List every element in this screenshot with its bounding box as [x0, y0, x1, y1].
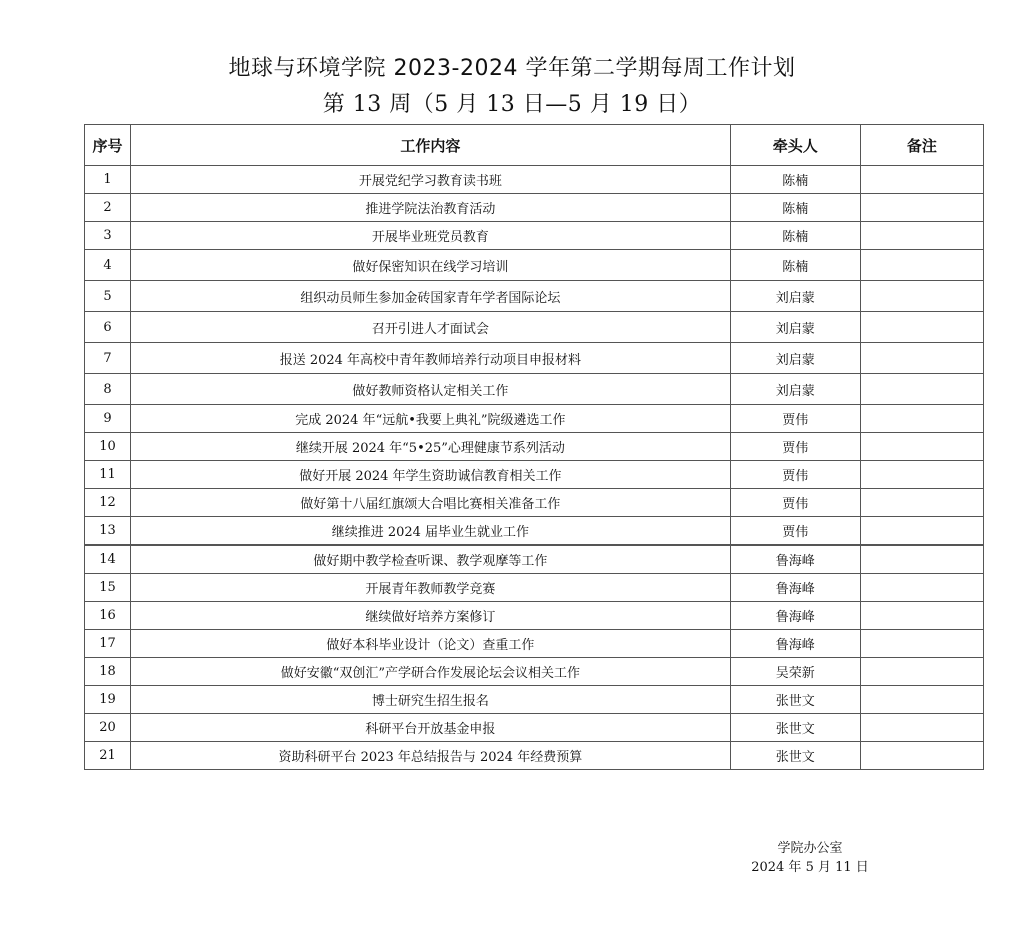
table-row: [85, 222, 984, 250]
cell-no: 13: [85, 517, 131, 546]
cell-note: [860, 374, 983, 405]
cell-no: 3: [85, 222, 131, 250]
cell-content: 做好开展 2024 年学生资助诚信教育相关工作: [131, 461, 731, 489]
cell-note: [860, 405, 983, 433]
cell-no: 16: [85, 602, 131, 630]
cell-lead: 张世文: [730, 686, 860, 714]
cell-note: [860, 222, 983, 250]
cell-no: 10: [85, 433, 131, 461]
cell-lead: 刘启蒙: [730, 374, 860, 405]
cell-content: 继续开展 2024 年“5•25”心理健康节系列活动: [131, 433, 731, 461]
footer-office: 学院办公室: [777, 841, 843, 856]
cell-note: [860, 658, 983, 686]
cell-lead: 贾伟: [730, 405, 860, 433]
cell-note: [860, 630, 983, 658]
table-row: [85, 250, 984, 281]
cell-no: 4: [85, 250, 131, 281]
cell-no: 15: [85, 574, 131, 602]
cell-no: 2: [85, 194, 131, 222]
cell-lead: 刘启蒙: [730, 343, 860, 374]
table-row: [85, 686, 984, 714]
column-header-content: 工作内容: [131, 125, 731, 166]
cell-note: [860, 194, 983, 222]
cell-lead: 刘启蒙: [730, 281, 860, 312]
cell-lead: 贾伟: [730, 489, 860, 517]
cell-note: [860, 686, 983, 714]
table-row: [85, 312, 984, 343]
table-row: [85, 630, 984, 658]
cell-no: 11: [85, 461, 131, 489]
cell-content: 做好本科毕业设计（论文）查重工作: [131, 630, 731, 658]
cell-lead: 陈楠: [730, 250, 860, 281]
cell-lead: 鲁海峰: [730, 630, 860, 658]
table-row: [85, 166, 984, 194]
footer-date: 2024 年 5 月 11 日: [751, 860, 869, 875]
cell-no: 7: [85, 343, 131, 374]
cell-note: [860, 281, 983, 312]
cell-content: 召开引进人才面试会: [131, 312, 731, 343]
table-row: [85, 574, 984, 602]
cell-content: 资助科研平台 2023 年总结报告与 2024 年经费预算: [131, 742, 731, 770]
cell-no: 5: [85, 281, 131, 312]
column-header-lead: 牵头人: [730, 125, 860, 166]
table-row: [85, 281, 984, 312]
cell-content: 组织动员师生参加金砖国家青年学者国际论坛: [131, 281, 731, 312]
table-row: [85, 517, 984, 546]
cell-content: 做好安徽“双创汇”产学研合作发展论坛会议相关工作: [131, 658, 731, 686]
table-row: [85, 489, 984, 517]
cell-note: [860, 489, 983, 517]
cell-content: 博士研究生招生报名: [131, 686, 731, 714]
cell-content: 做好教师资格认定相关工作: [131, 374, 731, 405]
table-row: [85, 658, 984, 686]
cell-lead: 刘启蒙: [730, 312, 860, 343]
cell-content: 推进学院法治教育活动: [131, 194, 731, 222]
table-row: [85, 433, 984, 461]
table-row: [85, 194, 984, 222]
cell-no: 6: [85, 312, 131, 343]
table-row: [85, 461, 984, 489]
work-plan-table: [84, 124, 984, 770]
cell-content: 开展毕业班党员教育: [131, 222, 731, 250]
table-row: [85, 602, 984, 630]
cell-note: [860, 742, 983, 770]
cell-content: 完成 2024 年“远航•我要上典礼”院级遴选工作: [131, 405, 731, 433]
column-header-no: 序号: [85, 125, 131, 166]
cell-note: [860, 574, 983, 602]
cell-content: 开展青年教师教学竞赛: [131, 574, 731, 602]
cell-note: [860, 343, 983, 374]
cell-note: [860, 433, 983, 461]
cell-no: 20: [85, 714, 131, 742]
cell-no: 21: [85, 742, 131, 770]
cell-content: 继续推进 2024 届毕业生就业工作: [131, 517, 731, 546]
cell-lead: 鲁海峰: [730, 602, 860, 630]
table-row: [85, 374, 984, 405]
table-row: [85, 714, 984, 742]
cell-content: 做好第十八届红旗颂大合唱比赛相关准备工作: [131, 489, 731, 517]
cell-note: [860, 602, 983, 630]
cell-lead: 贾伟: [730, 517, 860, 546]
table-row: [85, 343, 984, 374]
cell-content: 开展党纪学习教育读书班: [131, 166, 731, 194]
column-header-note: 备注: [860, 125, 983, 166]
cell-lead: 陈楠: [730, 194, 860, 222]
cell-no: 9: [85, 405, 131, 433]
cell-content: 继续做好培养方案修订: [131, 602, 731, 630]
document-subtitle: 第 13 周（5 月 13 日—5 月 19 日）: [322, 92, 702, 117]
cell-no: 1: [85, 166, 131, 194]
cell-note: [860, 250, 983, 281]
cell-lead: 鲁海峰: [730, 574, 860, 602]
cell-no: 19: [85, 686, 131, 714]
cell-no: 18: [85, 658, 131, 686]
cell-lead: 贾伟: [730, 461, 860, 489]
cell-content: 做好保密知识在线学习培训: [131, 250, 731, 281]
cell-lead: 张世文: [730, 714, 860, 742]
cell-note: [860, 166, 983, 194]
cell-lead: 陈楠: [730, 166, 860, 194]
table-row: [85, 405, 984, 433]
cell-note: [860, 312, 983, 343]
cell-no: 14: [85, 545, 131, 574]
cell-lead: 张世文: [730, 742, 860, 770]
cell-lead: 贾伟: [730, 433, 860, 461]
cell-no: 8: [85, 374, 131, 405]
document-title: 地球与环境学院 2023-2024 学年第二学期每周工作计划: [228, 56, 796, 81]
cell-content: 报送 2024 年高校中青年教师培养行动项目申报材料: [131, 343, 731, 374]
cell-lead: 陈楠: [730, 222, 860, 250]
table-row: [85, 545, 984, 574]
cell-note: [860, 461, 983, 489]
cell-lead: 吴荣新: [730, 658, 860, 686]
cell-note: [860, 517, 983, 546]
table-header-row: [85, 125, 984, 166]
cell-content: 科研平台开放基金申报: [131, 714, 731, 742]
cell-lead: 鲁海峰: [730, 545, 860, 574]
table-row: [85, 742, 984, 770]
table-body: [85, 166, 984, 770]
cell-note: [860, 714, 983, 742]
cell-note: [860, 545, 983, 574]
cell-content: 做好期中教学检查听课、教学观摩等工作: [131, 545, 731, 574]
cell-no: 17: [85, 630, 131, 658]
cell-no: 12: [85, 489, 131, 517]
